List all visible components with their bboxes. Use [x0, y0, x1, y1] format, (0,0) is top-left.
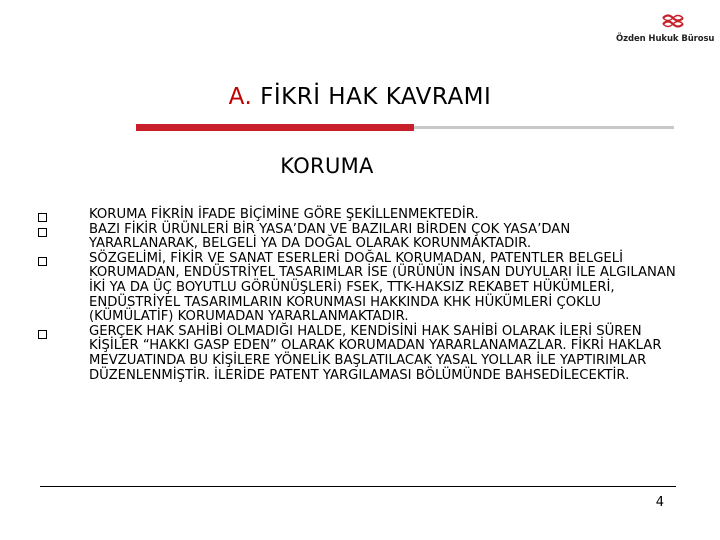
title-prefix: A. — [228, 84, 253, 110]
square-bullet-icon — [38, 228, 47, 237]
bullet-item — [36, 223, 676, 252]
bullet-text: BAZI FİKİR ÜRÜNLERİ BİR YASA’DAN VE BAZILARI BİRDEN ÇOK YASA’DAN YARARLANARAK, BELGELİ YA DA DOĞAL OLARAK KORUNMAKTADIR. — [89, 221, 571, 252]
page-number: 4 — [655, 495, 664, 510]
ozden-logo-icon — [660, 12, 686, 30]
bullet-item — [36, 208, 676, 223]
square-bullet-icon — [38, 330, 47, 339]
bullet-text: SÖZGELİMİ, FİKİR VE SANAT ESERLERİ DOĞAL KORUMADAN, PATENTLER BELGELİ KORUMADAN, ENDÜSTRİYEL TASARIMLAR İSE (ÜRÜNÜN İNSAN DUYULARI İLE ALGILANAN İKİ YA DA ÜÇ BOYUTLU GÖRÜNÜŞLERİ) FSEK, TTK-HAKSIZ REKABET HÜKÜMLERİ, ENDÜSTRİYEL TASARIMLARIN KORUNMASI HAKKINDA KHK HÜKÜMLERİ ÇOKLU (KÜMÜLATİF) KORUMADAN YARARLANMAKTADIR. — [89, 250, 676, 325]
bullet-text: GERÇEK HAK SAHİBİ OLMADIĞI HALDE, KENDİSİNİ HAK SAHİBİ OLARAK İLERİ SÜREN KİŞİLER “HAKKI GASP EDEN” OLARAK KORUMADAN YARARLANAMAZLAR. FİKRİ HAKLAR MEVZUATINDA BU KİŞİLERE YÖNELİK BAŞLATILACAK YASAL YOLLAR İLE YAPTIRIMLAR DÜZENLENMİŞTİR. İLERİDE PATENT YARGILAMASI BÖLÜMÜNDE BAHSEDİLECEKTİR. — [89, 323, 662, 383]
logo-text: Özden Hukuk Bürosu — [616, 34, 715, 44]
bullet-text: KORUMA FİKRİN İFADE BİÇİMİNE GÖRE ŞEKİLLENMEKTEDİR. — [89, 207, 479, 222]
bullet-item — [36, 325, 676, 383]
slide-title — [60, 84, 660, 110]
square-bullet-icon — [38, 257, 47, 266]
bullet-item — [36, 252, 676, 325]
footer-divider — [40, 486, 676, 487]
square-bullet-icon — [38, 213, 47, 222]
bullet-list — [36, 208, 676, 383]
title-underline-accent — [136, 124, 414, 131]
title-underline-rule — [414, 126, 674, 129]
slide-subtitle: KORUMA — [280, 154, 374, 178]
title-text: FİKRİ HAK KAVRAMI — [252, 84, 492, 110]
logo — [612, 8, 720, 48]
